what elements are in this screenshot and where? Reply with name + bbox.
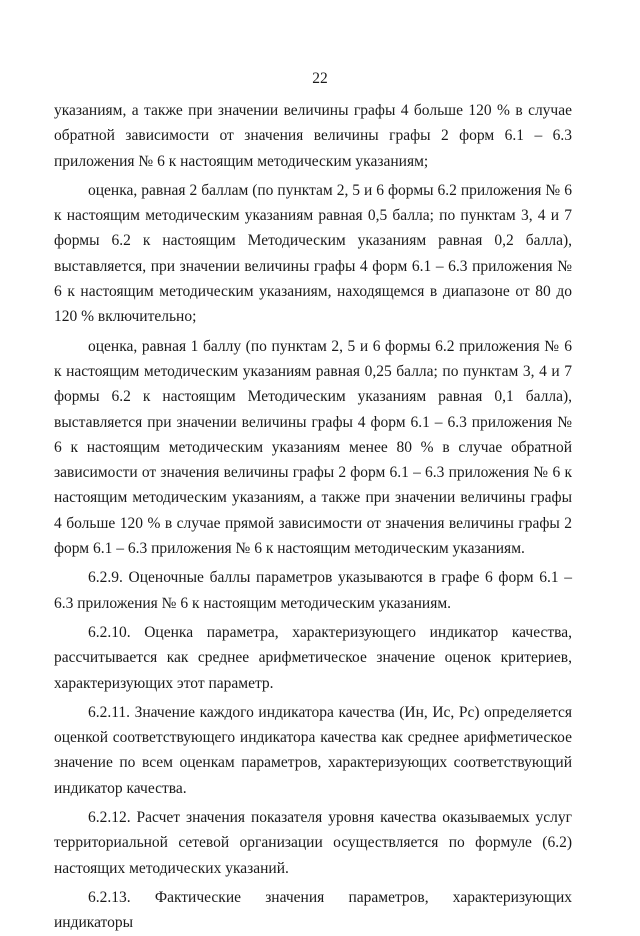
paragraph-continuation: указаниям, а также при значении величины графы 4 больше 120 % в случае обратной зависимости от значения величины графы 2 форм 6.1 – 6.3 приложения № 6 к настоящим методическим указаниям; (54, 102, 572, 170)
page-number: 22 (312, 70, 328, 87)
paragraph-score-1: оценка, равная 1 баллу (по пунктам 2, 5 и 6 формы 6.2 приложения № 6 к настоящим методическим указаниям равная 0,25 балла; по пунктам 3, 4 и 7 формы 6.2 к настоящим Методическим указаниям равная 0,1 балла), выставляется при значении величины графы 4 форм 6.1 – 6.3 приложения № 6 к настоящим методическим указаниям менее 80 % в случае обратной зависимости от значения величины графы 2 форм 6.1 – 6.3 приложения № 6 к настоящим методическим указаниям, а также при значении величины графы 4 больше 120 % в случае прямой зависимости от значения величины графы 2 форм 6.1 – 6.3 приложения № 6 к настоящим методическим указаниям. (54, 337, 572, 558)
paragraph-score-2: оценка, равная 2 баллам (по пунктам 2, 5 и 6 формы 6.2 приложения № 6 к настоящим методическим указаниям равная 0,5 балла; по пунктам 3, 4 и 7 формы 6.2 к настоящим Методическим указаниям равная 0,2 балла), выставляется, при значении величины графы 4 форм 6.1 – 6.3 приложения № 6 к настоящим методическим указаниям, находящемся в диапазоне от 80 до 120 % включительно; (54, 181, 572, 326)
paragraph-6-2-11: 6.2.11. Значение каждого индикатора качества (Ин, Ис, Рс) определяется оценкой соответствующего индикатора качества как среднее арифметическое значение по всем оценкам параметров, характеризующих соответствующий индикатор качества. (54, 703, 572, 797)
document-body (54, 98, 572, 936)
paragraph-6-2-10: 6.2.10. Оценка параметра, характеризующего индикатор качества, рассчитывается как среднее арифметическое значение оценок критериев, характеризующих этот параметр. (54, 623, 572, 692)
paragraph-6-2-9: 6.2.9. Оценочные баллы параметров указываются в графе 6 форм 6.1 – 6.3 приложения № 6 к настоящим методическим указаниям. (54, 569, 572, 612)
paragraph-6-2-13: 6.2.13. Фактические значения параметров, характеризующих индикаторы (54, 888, 572, 932)
paragraph-6-2-12: 6.2.12. Расчет значения показателя уровня качества оказываемых услуг территориальной сетевой организации осуществляется по формуле (6.2) настоящих методических указаний. (54, 809, 572, 877)
